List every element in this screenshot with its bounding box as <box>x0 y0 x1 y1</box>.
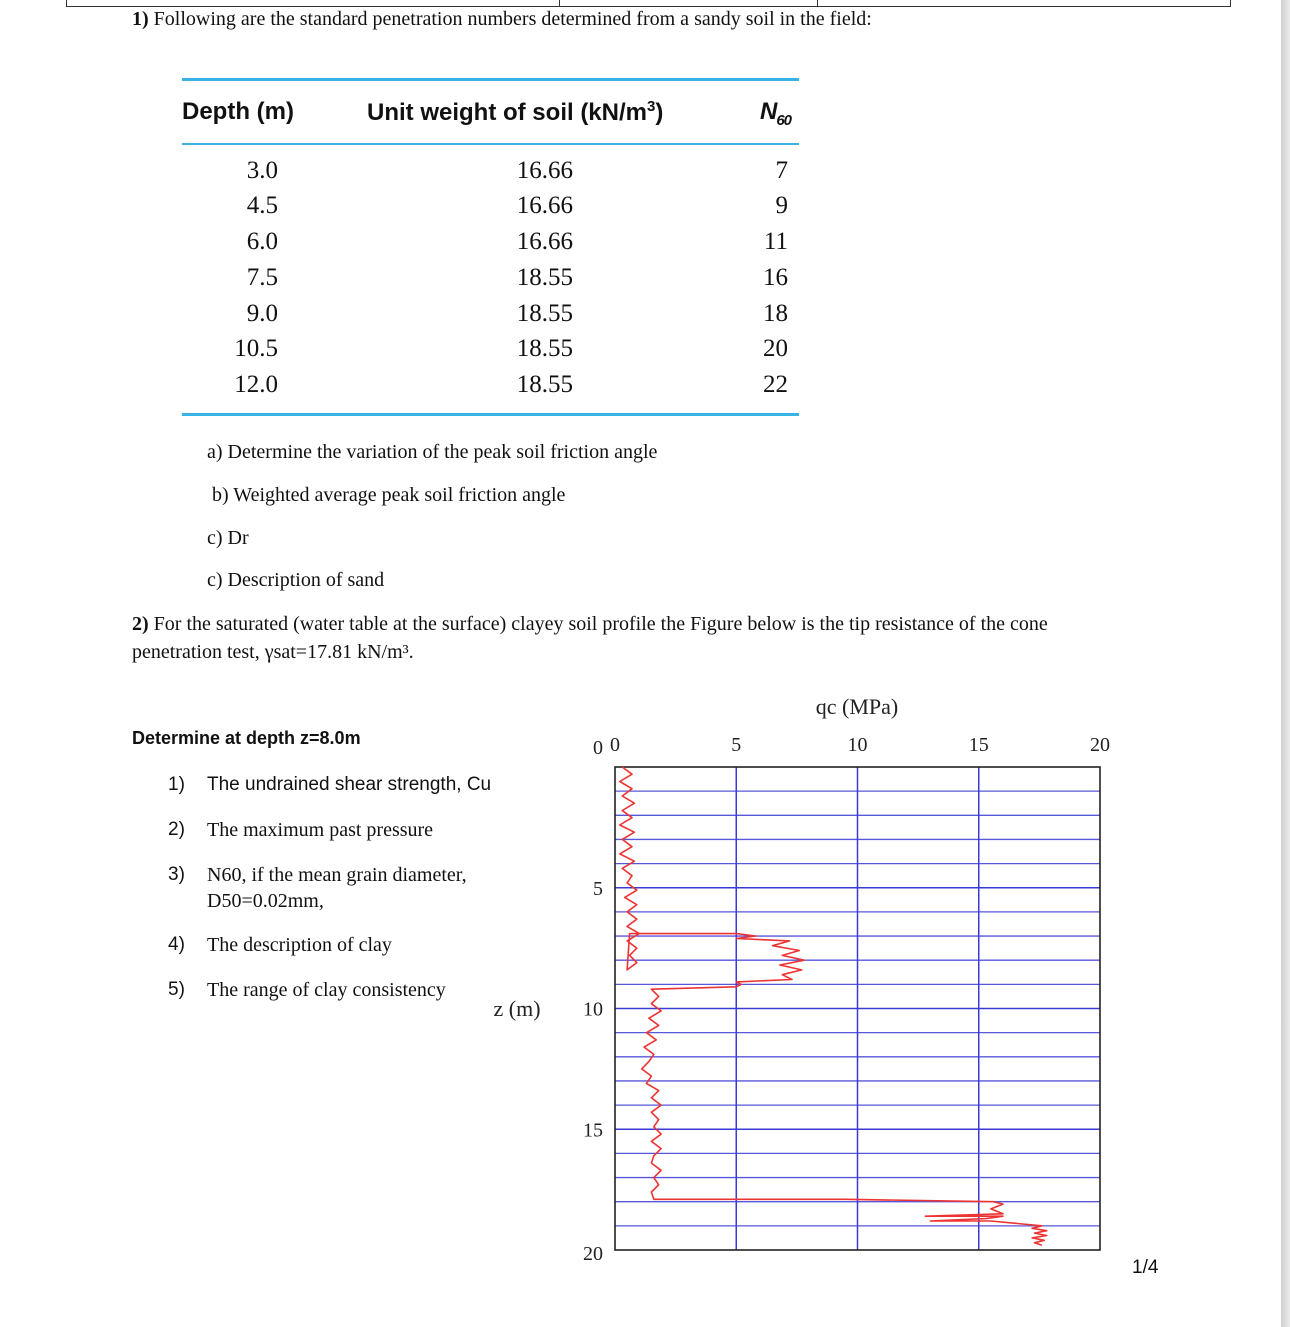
part-a: a) Determine the variation of the peak soil friction angle <box>207 441 658 463</box>
cell-unit-weight: 18.55 <box>516 264 573 291</box>
task-text: The maximum past pressure <box>207 819 434 841</box>
task-text: The range of clay consistency <box>207 979 446 1001</box>
question-1-text: Following are the standard penetration numbers determined from a sandy soil in the field: <box>153 8 872 30</box>
border-divider <box>817 0 818 6</box>
previous-page-border <box>66 0 1231 7</box>
x-tick-label: 10 <box>847 734 868 756</box>
question-2-number: 2) <box>132 613 149 635</box>
task-number: 2) <box>168 819 185 840</box>
header-unit-weight: Unit weight of soil $(kN/m^3)$ <box>367 98 664 126</box>
x-tick-label: 5 <box>731 734 742 756</box>
qc-series-line <box>620 767 1047 1245</box>
table-row <box>182 300 799 336</box>
table-row <box>182 264 799 300</box>
cell-unit-weight: 16.66 <box>516 228 573 255</box>
spt-table <box>182 78 799 416</box>
task-number: 3) <box>168 864 185 885</box>
cell-n60: 18 <box>763 300 788 327</box>
task-number: 5) <box>168 979 185 1000</box>
cell-n60: 16 <box>763 264 788 291</box>
question-1-number: 1) <box>132 8 149 30</box>
cell-depth: 4.5 <box>246 192 278 219</box>
determine-title: Determine at depth z=8.0m <box>132 728 361 748</box>
y-tick-label: 20 <box>583 1243 603 1265</box>
cell-n60: 20 <box>763 335 788 362</box>
x-tick-label: 0 <box>610 734 620 756</box>
part-c: c) Dr <box>207 527 249 549</box>
table-row <box>182 192 799 228</box>
table-header <box>182 81 799 143</box>
table-bottom-rule <box>182 413 799 416</box>
cell-n60: 9 <box>775 192 788 219</box>
cell-depth: 9.0 <box>246 300 278 327</box>
cell-depth: 7.5 <box>246 264 278 291</box>
y-tick-label: 15 <box>583 1119 603 1142</box>
x-tick-label: 15 <box>968 734 989 756</box>
table-row <box>182 157 799 193</box>
cell-n60: 11 <box>763 228 788 255</box>
question-2-line1: For the saturated (water table at the surface) clayey soil profile the Figure below is the tip resistance of the cone <box>153 613 1048 635</box>
question-2-line2: penetration test, γsat=17.81 kN/m³. <box>132 641 414 663</box>
question-2-text <box>132 610 1132 666</box>
task-text-line2: D50=0.02mm, <box>207 890 324 912</box>
cell-n60: 7 <box>775 157 788 184</box>
part-d: c) Description of sand <box>207 569 385 591</box>
y-tick-label: 10 <box>583 998 603 1021</box>
cell-unit-weight: 16.66 <box>516 192 573 219</box>
table-row <box>182 228 799 264</box>
task-number: 1) <box>168 774 185 795</box>
cpt-chart <box>470 685 1130 1275</box>
task-text: N60, if the mean grain diameter, <box>207 864 467 886</box>
cell-unit-weight: 18.55 <box>516 335 573 362</box>
page-edge-shadow <box>1281 0 1290 1327</box>
task-text: The undrained shear strength, Cu <box>207 774 492 795</box>
cell-unit-weight: 16.66 <box>516 157 573 184</box>
x-tick-label: 20 <box>1090 734 1110 756</box>
border-divider <box>559 0 560 6</box>
part-b: b) Weighted average peak soil friction angle <box>212 484 566 506</box>
table-row <box>182 335 799 371</box>
table-body <box>182 145 799 413</box>
cell-unit-weight: 18.55 <box>516 371 573 398</box>
header-depth: Depth (m) <box>182 98 294 125</box>
cell-depth: 10.5 <box>234 335 278 362</box>
y-tick-label: 0 <box>593 737 603 759</box>
x-axis-title: qc (MPa) <box>815 694 899 719</box>
cell-n60: 22 <box>763 371 788 398</box>
task-text: The description of clay <box>207 934 392 956</box>
cell-depth: 3.0 <box>246 157 278 184</box>
question-1-title <box>132 8 872 31</box>
header-n60: $N_{60}$ <box>760 98 792 129</box>
page-number: 1/4 <box>1132 1257 1159 1278</box>
cell-depth: 12.0 <box>234 371 278 398</box>
task-number: 4) <box>168 934 185 955</box>
y-tick-label: 5 <box>593 877 603 900</box>
cell-depth: 6.0 <box>246 228 278 255</box>
cell-unit-weight: 18.55 <box>516 300 573 327</box>
table-row <box>182 371 799 407</box>
y-axis-title: z (m) <box>493 996 541 1021</box>
